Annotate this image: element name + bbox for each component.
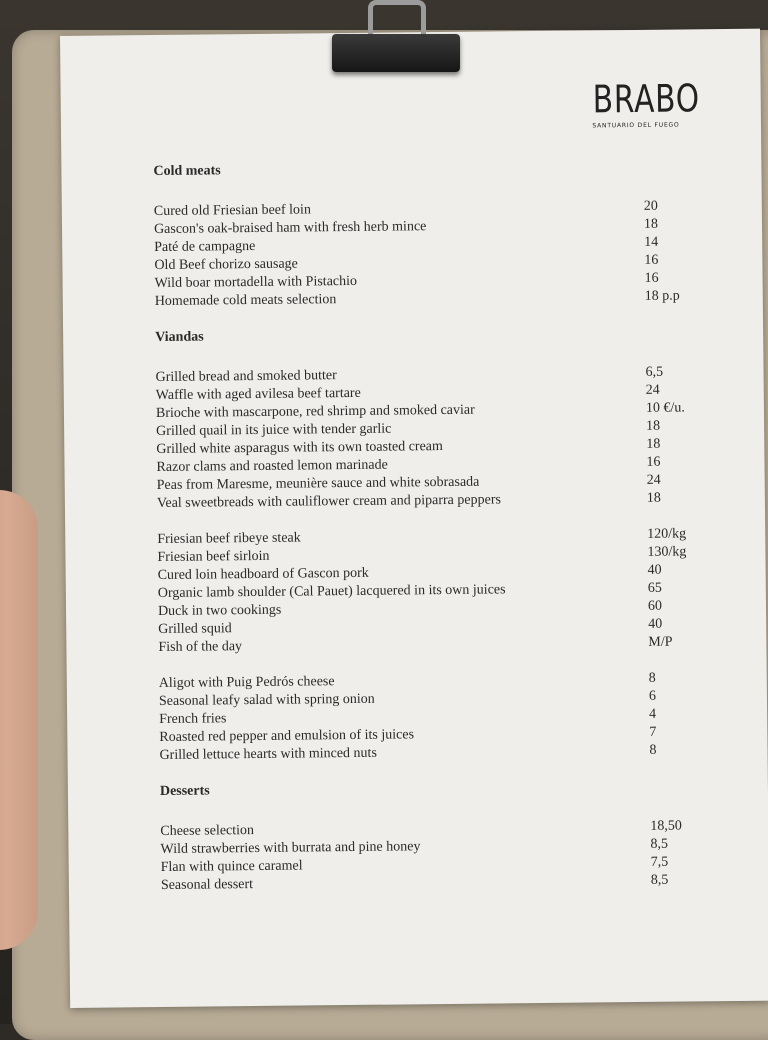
item-name: Fish of the day <box>158 639 243 656</box>
item-price: 4 <box>649 706 657 722</box>
item-name: Grilled white asparagus with its own toasted cream <box>156 439 443 458</box>
brand-logo <box>580 76 701 130</box>
item-price: 130/kg <box>647 544 687 560</box>
brand-name: BRABO <box>592 76 701 122</box>
item-name: Gascon's oak-braised ham with fresh herb mince <box>153 219 427 238</box>
item-price: 20 <box>643 198 658 214</box>
binder-clip-icon <box>332 34 460 72</box>
item-name: Aligot with Puig Pedrós cheese <box>158 674 335 692</box>
item-price: 7,5 <box>650 854 669 870</box>
item-price: 16 <box>644 270 659 286</box>
menu-group <box>154 197 715 311</box>
menu-section <box>155 323 720 765</box>
holding-hand <box>0 490 38 950</box>
menu-section <box>153 157 715 311</box>
item-name: Cured old Friesian beef loin <box>153 202 311 220</box>
item-name: Cured loin headboard of Gascon pork <box>157 565 369 584</box>
item-price: 18 <box>643 216 659 232</box>
item-name: Seasonal leafy salad with spring onion <box>158 691 375 709</box>
item-name: Roasted red pepper and emulsion of its juices <box>159 727 415 745</box>
item-name: Friesian beef ribeye steak <box>157 530 301 548</box>
item-price: 14 <box>644 234 659 250</box>
item-price: 40 <box>648 616 663 632</box>
menu-group <box>157 525 718 657</box>
item-price: 18 <box>646 436 661 452</box>
item-price: M/P <box>648 634 673 650</box>
item-name: Organic lamb shoulder (Cal Pauet) lacquered in its own juices <box>157 582 506 602</box>
menu-section <box>160 777 721 895</box>
item-price: 8 <box>649 742 657 758</box>
item-price: 16 <box>644 252 659 268</box>
item-name: Razor clams and roasted lemon marinade <box>156 457 388 476</box>
menu-content <box>153 157 721 913</box>
item-name: Brioche with mascarpone, red shrimp and smoked caviar <box>155 402 475 422</box>
item-price: 18 <box>646 418 661 434</box>
section-title: Viandas <box>155 329 204 346</box>
item-name: Homemade cold meats selection <box>154 292 337 310</box>
item-name: French fries <box>159 711 227 727</box>
menu-group <box>160 817 721 895</box>
section-title: Cold meats <box>153 163 221 180</box>
item-name: Paté de campagne <box>154 238 256 256</box>
menu-group <box>159 669 720 765</box>
item-price: 7 <box>649 724 657 740</box>
item-name: Grilled bread and smoked butter <box>155 368 337 386</box>
item-price: 8,5 <box>650 872 669 888</box>
item-name: Flan with quince caramel <box>160 858 303 875</box>
item-price: 6 <box>648 688 657 704</box>
item-name: Veal sweetbreads with cauliflower cream and piparra peppers <box>156 492 501 512</box>
item-price: 10 €/u. <box>645 400 685 416</box>
menu-sheet <box>60 29 768 1008</box>
item-name: Friesian beef sirloin <box>157 548 270 566</box>
item-name: Peas from Maresme, meunière sauce and white sobrasada <box>156 474 480 494</box>
item-price: 18 <box>646 490 661 506</box>
item-name: Wild boar mortadella with Pistachio <box>154 273 358 292</box>
item-name: Duck in two cookings <box>157 602 282 620</box>
section-title: Desserts <box>159 783 210 799</box>
item-price: 60 <box>647 598 663 614</box>
item-price: 120/kg <box>647 526 687 542</box>
item-name: Waffle with aged avilesa beef tartare <box>155 385 361 404</box>
item-price: 8 <box>648 670 656 686</box>
item-name: Grilled squid <box>158 621 232 638</box>
item-price: 18,50 <box>650 818 682 834</box>
brand-tagline: SANTUARIO DEL FUEGO <box>592 121 680 130</box>
item-name: Grilled lettuce hearts with minced nuts <box>159 745 377 763</box>
item-price: 8,5 <box>650 836 669 852</box>
item-price: 24 <box>645 382 660 398</box>
menu-group <box>155 363 716 513</box>
item-name: Grilled quail in its juice with tender garlic <box>156 421 392 440</box>
item-price: 16 <box>646 454 661 470</box>
item-price: 65 <box>647 580 662 596</box>
item-price: 40 <box>647 562 662 578</box>
item-price: 18 p.p <box>644 288 680 304</box>
item-name: Wild strawberries with burrata and pine honey <box>160 839 421 857</box>
item-price: 6,5 <box>645 364 664 380</box>
item-name: Seasonal dessert <box>160 877 254 893</box>
item-name: Cheese selection <box>160 823 255 839</box>
item-name: Old Beef chorizo sausage <box>154 256 298 274</box>
item-price: 24 <box>646 472 661 488</box>
